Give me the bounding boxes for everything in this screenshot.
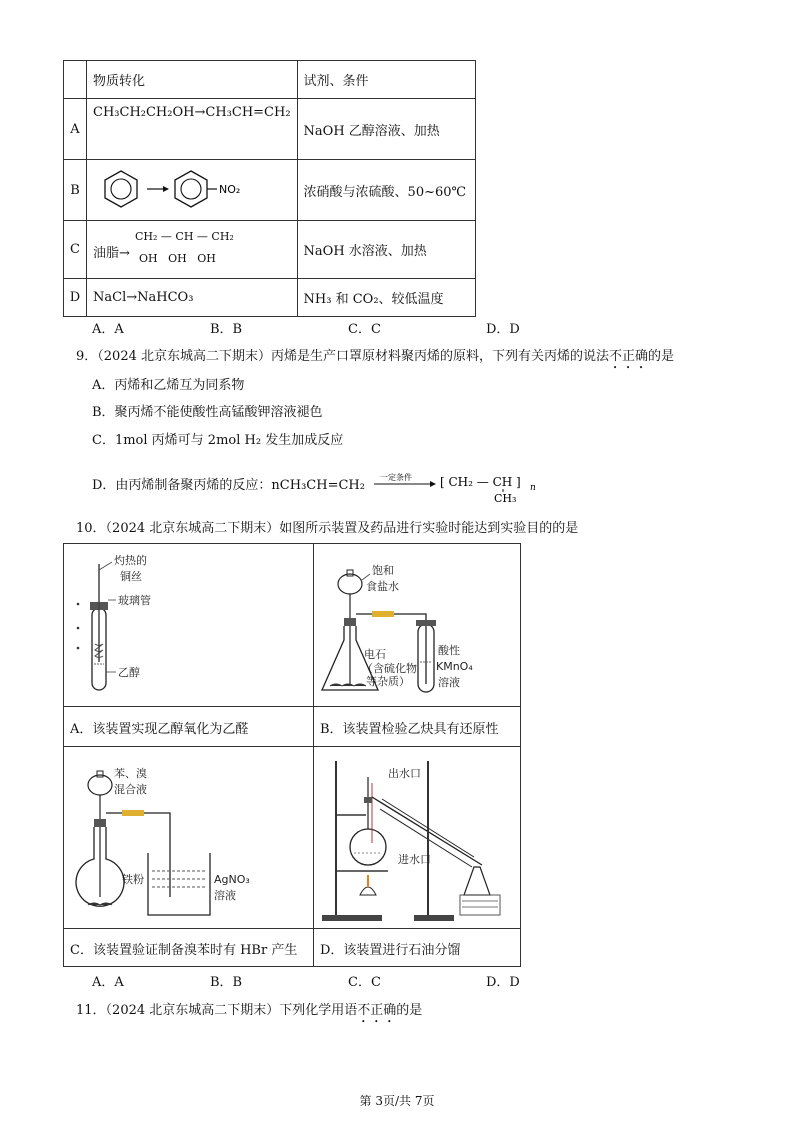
caption-c: C．该装置验证制备溴苯时有 HBr 产生 bbox=[70, 943, 298, 958]
q8-option-c[interactable]: C．C bbox=[348, 322, 381, 337]
q9-option-d-text: D．由丙烯制备聚丙烯的反应：nCH₃CH=CH₂ bbox=[92, 478, 365, 493]
label-hot-copper-wire-1: 灼热的 bbox=[114, 554, 147, 567]
label-solution-c: 溶液 bbox=[214, 889, 236, 902]
q9-stem-emphasis: 不正确 bbox=[609, 349, 649, 364]
apparatus-d-image-cell bbox=[314, 747, 520, 929]
glycerol-carbon-chain: CH₂ — CH — CH₂ bbox=[135, 229, 234, 243]
label-iron-powder: 铁粉 bbox=[122, 873, 144, 886]
q10-option-d[interactable]: D．D bbox=[486, 975, 520, 990]
label-salt-water: 食盐水 bbox=[366, 580, 399, 593]
label-sulfide-impurities-1: （含硫化物 bbox=[362, 662, 417, 675]
q11-stem-text: 11．（2024 北京东城高二下期末）下列化学用语 bbox=[76, 1003, 358, 1018]
table-header-row bbox=[64, 61, 476, 99]
q9-stem-text: 9．（2024 北京东城高二下期末）丙烯是生产口罩原材料聚丙烯的原料，下列有关丙烯的说法 bbox=[76, 349, 609, 364]
conversion-cell: CH₃CH₂CH₂OH→CH₃CH=CH₂ bbox=[87, 99, 298, 160]
label-glass-tube: 玻璃管 bbox=[118, 594, 151, 607]
conditions-cell: NaOH 水溶液、加热 bbox=[297, 221, 475, 279]
polypropylene-equation bbox=[372, 458, 552, 504]
caption-d-cell bbox=[314, 929, 520, 966]
apparatus-a-diagram bbox=[64, 544, 312, 705]
conditions-cell: 浓硝酸与浓硫酸、50~60℃ bbox=[297, 160, 475, 221]
label-benzene-bromine: 苯、溴 bbox=[114, 767, 147, 780]
label-hot-copper-wire-2: 铜丝 bbox=[120, 570, 142, 583]
q9-stem bbox=[76, 345, 674, 372]
row-label: A bbox=[64, 99, 87, 160]
q9-stem-end: 的是 bbox=[648, 349, 675, 364]
conversion-cell bbox=[87, 221, 298, 279]
caption-b-cell bbox=[314, 707, 520, 747]
conditions-cell: NaOH 乙醇溶液、加热 bbox=[297, 99, 475, 160]
conversion-cell: NaCl→NaHCO₃ bbox=[87, 279, 298, 317]
label-acidic: 酸性 bbox=[438, 644, 460, 657]
apparatus-grid bbox=[63, 543, 521, 967]
polymer-degree-n: n bbox=[530, 483, 536, 493]
table-row-b bbox=[64, 160, 476, 221]
caption-d: D．该装置进行石油分馏 bbox=[320, 943, 461, 958]
glycerol-hydroxyl-groups: OH OH OH bbox=[139, 251, 216, 265]
q9-option-b[interactable]: B．聚丙烯不能使酸性高锰酸钾溶液褪色 bbox=[92, 405, 323, 420]
header-conditions: 试剂、条件 bbox=[297, 61, 475, 99]
conversion-prefix: 油脂→ bbox=[93, 245, 130, 261]
reagent-table bbox=[63, 60, 476, 317]
label-solution-b: 溶液 bbox=[438, 676, 460, 689]
label-saturated: 饱和 bbox=[372, 564, 394, 577]
q9-option-c[interactable]: C．1mol 丙烯可与 2mol H₂ 发生加成反应 bbox=[92, 433, 344, 448]
header-blank bbox=[64, 61, 87, 99]
label-kmno4: KMnO₄ bbox=[436, 660, 473, 673]
q11-stem-end: 的是 bbox=[396, 1003, 423, 1018]
q8-option-d[interactable]: D．D bbox=[486, 322, 520, 337]
q10-stem: 10．（2024 北京东城高二下期末）如图所示装置及药品进行实验时能达到实验目的的是 bbox=[76, 521, 579, 536]
q10-option-c[interactable]: C．C bbox=[348, 975, 381, 990]
q8-option-a[interactable]: A．A bbox=[92, 322, 124, 337]
caption-a: A．该装置实现乙醇氧化为乙醛 bbox=[70, 722, 249, 737]
table-row-c bbox=[64, 221, 476, 279]
q10-option-a[interactable]: A．A bbox=[92, 975, 124, 990]
apparatus-a-image-cell bbox=[64, 544, 314, 707]
q9-option-d[interactable] bbox=[92, 474, 365, 493]
benzene-to-nitrobenzene-structure bbox=[93, 163, 273, 213]
apparatus-b-diagram bbox=[314, 544, 520, 705]
methyl-group: CH₃ bbox=[494, 492, 517, 504]
q11-stem bbox=[76, 999, 422, 1026]
row-label: D bbox=[64, 279, 87, 317]
q9-option-a[interactable]: A．丙烯和乙烯互为同系物 bbox=[92, 378, 245, 393]
q8-option-b[interactable]: B．B bbox=[210, 322, 243, 337]
table-row-a bbox=[64, 99, 476, 160]
row-label: B bbox=[64, 160, 87, 221]
apparatus-d-diagram bbox=[314, 747, 520, 927]
label-water-inlet: 进水口 bbox=[398, 853, 431, 866]
apparatus-b-image-cell bbox=[314, 544, 520, 707]
conditions-cell: NH₃ 和 CO₂、较低温度 bbox=[297, 279, 475, 317]
label-agno3: AgNO₃ bbox=[214, 873, 250, 886]
caption-c-cell bbox=[64, 929, 314, 966]
polymer-repeat-unit: [ CH₂ — CH ] bbox=[440, 475, 521, 489]
reaction-condition-label: 一定条件 bbox=[380, 473, 412, 482]
label-calcium-carbide: 电石 bbox=[364, 648, 386, 661]
apparatus-c-image-cell bbox=[64, 747, 314, 929]
row-label: C bbox=[64, 221, 87, 279]
label-mixture: 混合液 bbox=[114, 783, 147, 796]
conversion-cell bbox=[87, 160, 298, 221]
label-water-outlet: 出水口 bbox=[388, 767, 421, 780]
header-conversion: 物质转化 bbox=[87, 61, 298, 99]
nitro-group-label: NO₂ bbox=[219, 183, 241, 196]
page-footer: 第 3页/共 7页 bbox=[359, 1094, 435, 1108]
q11-stem-emphasis: 不正确 bbox=[357, 1003, 397, 1018]
table-row-d bbox=[64, 279, 476, 317]
caption-b: B．该装置检验乙炔具有还原性 bbox=[320, 722, 499, 737]
label-sulfide-impurities-2: 等杂质） bbox=[366, 675, 410, 688]
caption-a-cell bbox=[64, 707, 314, 747]
apparatus-c-diagram bbox=[64, 747, 312, 927]
q10-option-b[interactable]: B．B bbox=[210, 975, 243, 990]
label-ethanol: 乙醇 bbox=[118, 666, 140, 679]
